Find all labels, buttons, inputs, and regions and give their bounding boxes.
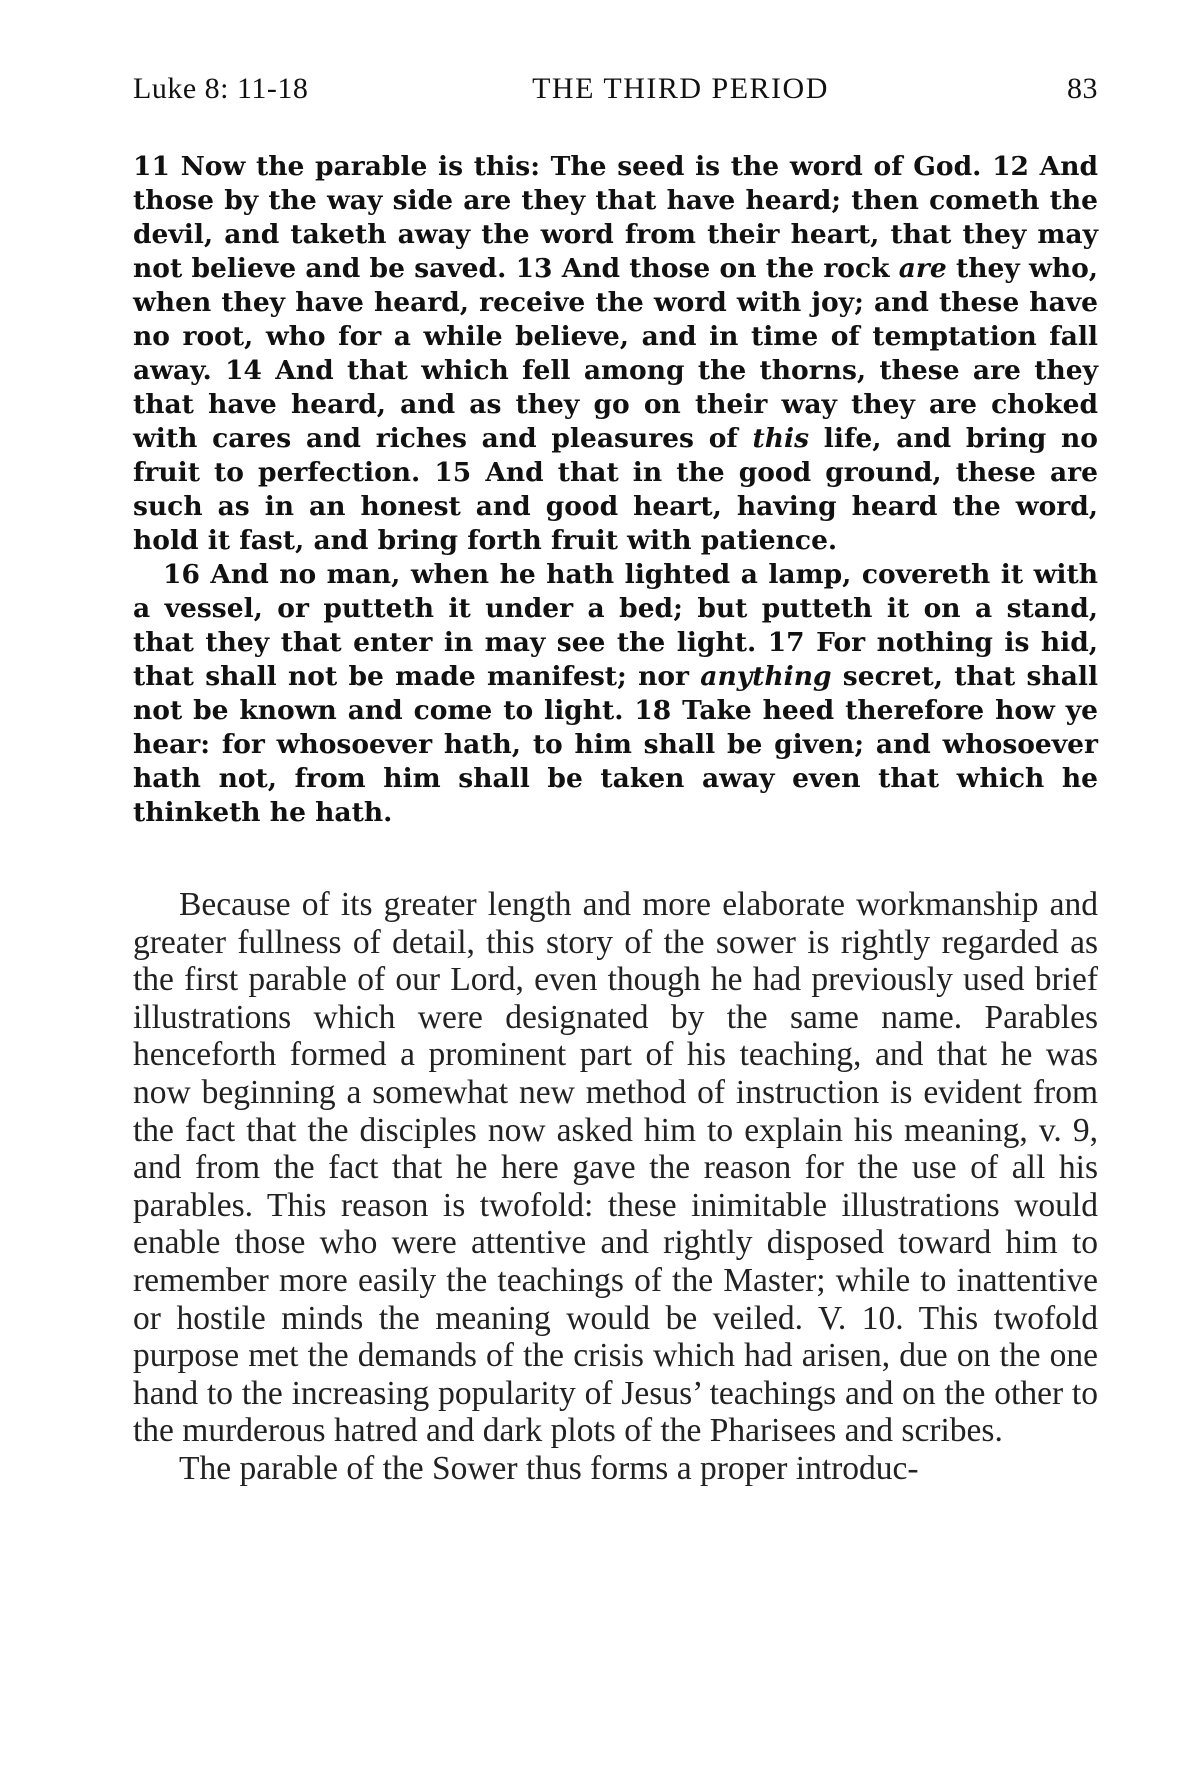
scripture-paragraph-2 bbox=[133, 558, 1098, 830]
verse-17-start: 17 For nothing is hid, that shall not be made manifest; nor bbox=[133, 627, 1098, 692]
running-head bbox=[133, 72, 1098, 120]
verse-15: 15 And that in the good ground, these are such as in an honest and good heart, having heard the word, hold it fast, and bring forth fruit with patience. bbox=[133, 457, 1098, 556]
scripture-paragraph-1 bbox=[133, 150, 1098, 558]
verse-14-end: life, and bring no fruit to perfection. bbox=[133, 423, 1098, 488]
section-title: THE THIRD PERIOD bbox=[532, 72, 829, 105]
commentary-paragraph-1: Because of its greater length and more elaborate workmanship and greater fullness of detail, this story of the sower is rightly regarded as the first parable of our Lord, even though he had previously used brief illustrations which were designated by the same name. Parables henceforth formed a prominent part of his teaching, and that he was now beginning a somewhat new method of instruction is evident from the fact that the disciples now asked him to explain his meaning, v. 9, and from the fact that he here gave the reason for the use of all his parables. This reason is twofold: these inimitable illustrations would enable those who were attentive and rightly disposed toward him to remember more easily the teachings of the Master; while to inattentive or hostile minds the meaning would be veiled. V. 10. This twofold purpose met the demands of the crisis which had arisen, due on the one hand to the increasing popularity of Jesus’ teachings and on the other to the murderous hatred and dark plots of the Pharisees and scribes. bbox=[133, 886, 1098, 1450]
verse-14-italic: this bbox=[752, 423, 810, 454]
commentary-text bbox=[133, 886, 1098, 1488]
verse-13-italic: are bbox=[898, 253, 947, 284]
verse-11: 11 Now the parable is this: The seed is the word of God. bbox=[133, 151, 993, 182]
chapter-reference: Luke 8: 11-18 bbox=[133, 72, 309, 105]
book-page bbox=[133, 72, 1098, 1488]
verse-13-start: 13 And those on the rock bbox=[515, 253, 899, 284]
verse-16: 16 And no man, when he hath lighted a lamp, covereth it with a vessel, or putteth it under a bed; but putteth it on a stand, that they that enter in may see the light. bbox=[133, 559, 1098, 658]
page-number: 83 bbox=[1067, 72, 1098, 105]
verse-17-italic: anything bbox=[700, 661, 832, 692]
verse-18: 18 Take heed therefore how ye hear: for whosoever hath, to him shall be given; and whosoever hath not, from him shall be taken away even that which he thinketh he hath. bbox=[133, 695, 1099, 828]
scripture-passage bbox=[133, 150, 1098, 830]
verse-14-start: 14 And that which fell among the thorns, these are they that have heard, and as they go on their way they are choked with cares and riches and pleasures of bbox=[133, 355, 1098, 454]
commentary-paragraph-2: The parable of the Sower thus forms a proper introduc- bbox=[179, 1449, 919, 1487]
verse-13-end: they who, when they have heard, receive the word with joy; and these have no root, who for a while believe, and in time of temptation fall away. bbox=[133, 253, 1098, 386]
verse-17-end: secret, that shall not be known and come to light. bbox=[133, 661, 1099, 726]
verse-12: 12 And those by the way side are they that have heard; then cometh the devil, and taketh away the word from their heart, that they may not believe and be saved. bbox=[133, 151, 1098, 284]
